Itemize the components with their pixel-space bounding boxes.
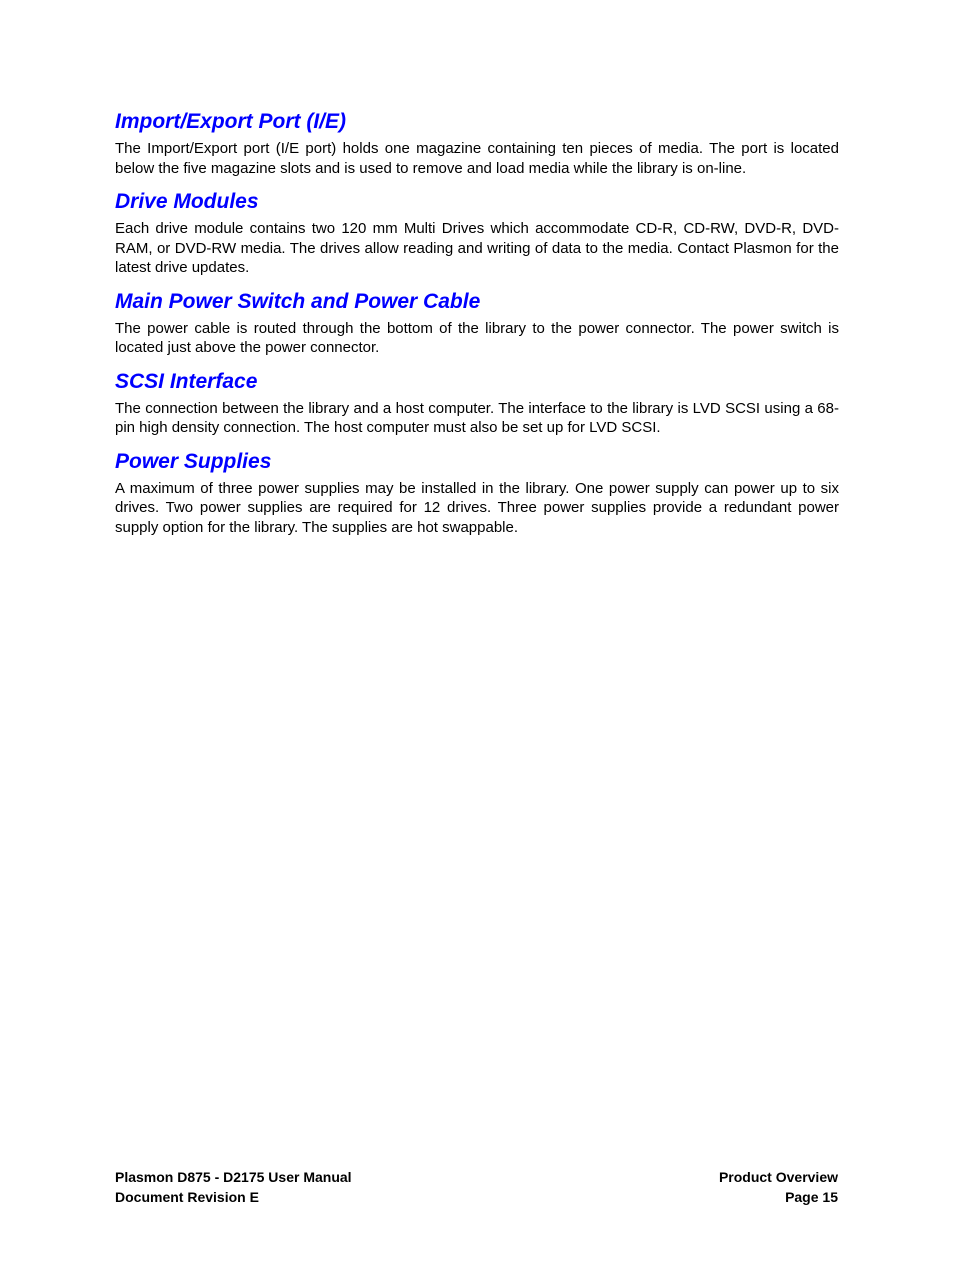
section-heading: SCSI Interface <box>115 369 258 393</box>
section-body: Each drive module contains two 120 mm Multi Drives which accommodate CD-R, CD-RW, DVD-R, DVD-RAM, or DVD-RW media. The drives allow reading and writing of data to the media. Contact Plasmon for the latest drive updates. <box>115 220 839 276</box>
page-content <box>115 108 839 547</box>
footer-left <box>115 1168 352 1207</box>
section-body: The power cable is routed through the bottom of the library to the power connector. The power switch is located just above the power connector. <box>115 319 839 356</box>
document-revision: Document Revision E <box>115 1188 259 1205</box>
footer-right <box>719 1168 838 1207</box>
section-body: The connection between the library and a host computer. The interface to the library is LVD SCSI using a 68-pin high density connection. The host computer must also be set up for LVD SCSI. <box>115 399 839 436</box>
section-heading: Import/Export Port (I/E) <box>115 110 346 133</box>
chapter-title: Product Overview <box>718 1169 838 1185</box>
section-heading: Drive Modules <box>115 190 259 213</box>
section-import-export-port <box>115 108 839 178</box>
section-main-power-switch <box>115 288 839 358</box>
section-scsi-interface <box>115 368 839 438</box>
section-body: The Import/Export port (I/E port) holds one magazine containing ten pieces of media. The port is located below the five magazine slots and is used to remove and load media while the library is on-line. <box>115 140 839 177</box>
section-drive-modules <box>115 188 839 278</box>
manual-title: Plasmon D875 - D2175 User Manual <box>115 1169 352 1185</box>
section-heading: Power Supplies <box>115 449 272 473</box>
section-body: A maximum of three power supplies may be installed in the library. One power supply can power up to six drives. Two power supplies are required for 12 drives. Three power supplies provide a redundant power supply option for the library. The supplies are hot swappable. <box>115 479 839 536</box>
section-heading: Main Power Switch and Power Cable <box>115 289 481 313</box>
section-power-supplies <box>115 448 839 538</box>
page-number: Page 15 <box>785 1188 838 1205</box>
